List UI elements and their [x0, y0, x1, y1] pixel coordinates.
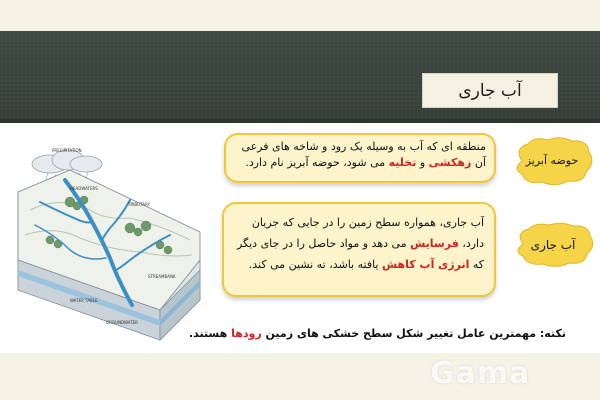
- note-highlight: رودها: [231, 327, 262, 340]
- top-strip: [0, 0, 600, 31]
- watershed-text-segment: منطقه ای که آب به وسیله یک رود و شاخه های فرعی آن: [241, 140, 486, 169]
- definition-card-watershed: [224, 133, 496, 183]
- watershed-text-highlight: زهکشی: [428, 156, 472, 169]
- running-water-text-segment: یافته باشد، ته نشین می کند.: [248, 258, 382, 271]
- term-label-running-water: آب جاری: [530, 237, 576, 252]
- definition-card-running-water: [222, 202, 496, 297]
- definition-text-watershed: [241, 140, 486, 169]
- note-suffix: هستند.: [188, 327, 232, 340]
- watershed-text-segment: می شود، حوضه آبریز نام دارد.: [245, 156, 389, 169]
- definition-text-running-water: [237, 216, 484, 271]
- term-bubble-running-water: [511, 222, 595, 267]
- label-water-table: WATER TABLE: [70, 298, 98, 303]
- watershed-text-highlight: تخلیه: [388, 156, 417, 169]
- term-bubble-watershed: [510, 136, 594, 186]
- note-line: [188, 327, 566, 347]
- watershed-diagram: [10, 140, 210, 345]
- label-headwaters: HEADWATERS: [70, 186, 98, 191]
- running-water-text-segment: می دهد و مواد حاصل را در جای دیگر که: [236, 237, 484, 271]
- gama-watermark-logo: Gama: [430, 356, 531, 391]
- note-prefix: نکته:: [539, 327, 566, 340]
- label-precipitation: PRECIPITATION: [52, 148, 82, 153]
- label-tributary: TRIBUTARY: [128, 202, 150, 207]
- running-water-text-highlight: انرژی آب کاهش: [382, 258, 470, 271]
- running-water-text-highlight: فرسایش: [410, 237, 459, 250]
- label-groundwater: GROUNDWATER: [106, 320, 138, 325]
- label-streambank: STREAMBANK: [148, 274, 176, 279]
- watershed-text-segment: و: [416, 156, 429, 169]
- slide-title: آب جاری: [422, 73, 558, 108]
- running-water-text-segment: آب جاری، همواره سطح زمین را در جایی که جریان دارد،: [251, 216, 484, 250]
- note-text: مهمترین عامل تغییر شکل سطح خشکی های زمین: [261, 327, 540, 340]
- term-label-watershed: حوضه آبریز: [525, 154, 579, 167]
